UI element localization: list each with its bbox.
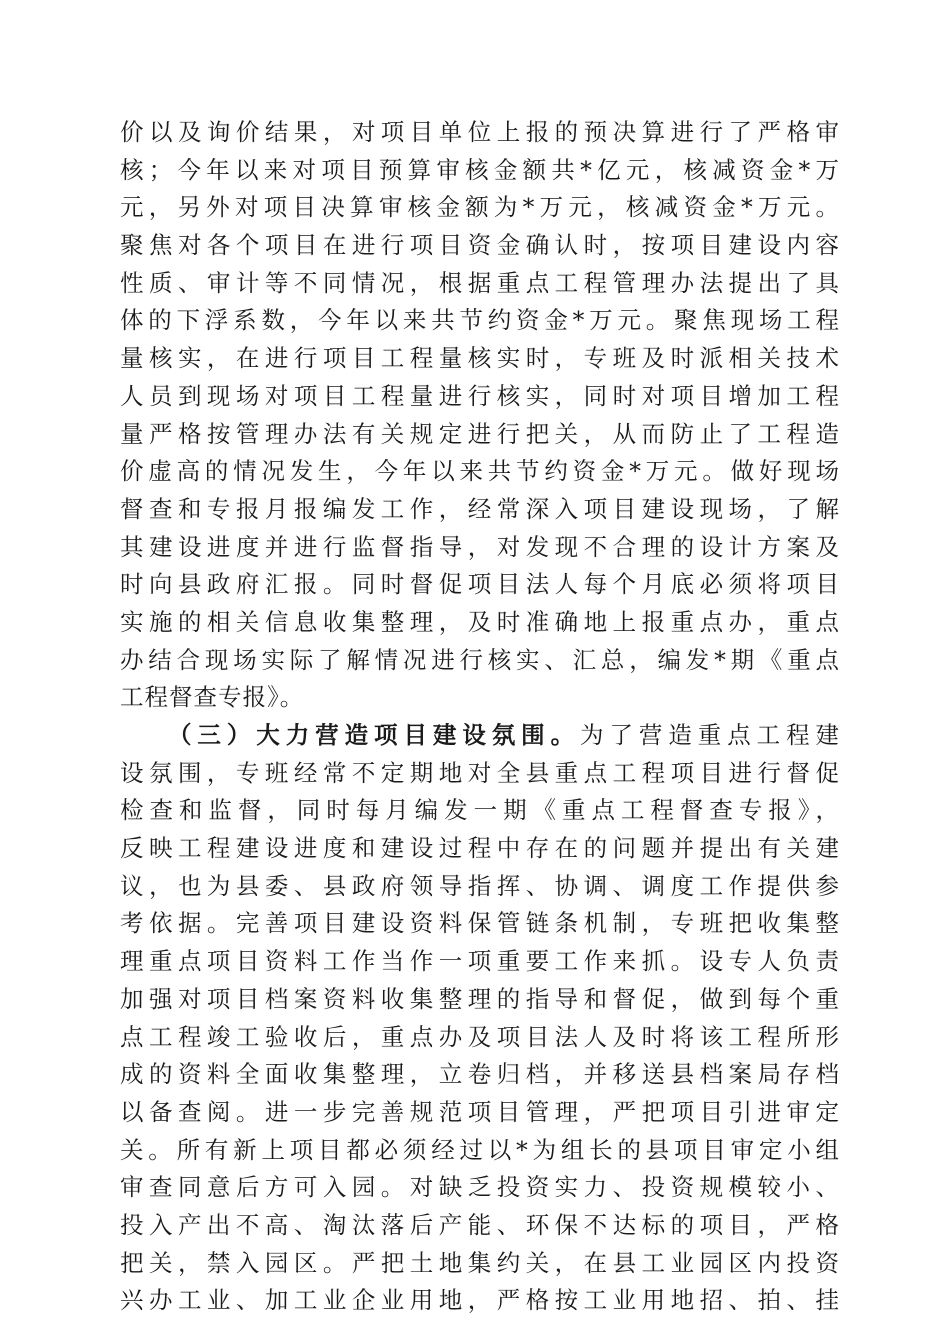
section-3-heading: （三）大力营造项目建设氛围。 bbox=[168, 721, 581, 749]
text-line: 督查和专报月报编发工作，经常深入项目建设现场，了解 bbox=[120, 494, 840, 523]
text-line: 体的下浮系数，今年以来共节约资金*万元。聚焦现场工程 bbox=[120, 306, 840, 335]
text-line: 办结合现场实际了解情况进行核实、汇总，编发*期《重点 bbox=[120, 645, 840, 674]
text-line: 理重点项目资料工作当作一项重要工作来抓。设专人负责 bbox=[120, 947, 840, 976]
text-line: 聚焦对各个项目在进行项目资金确认时，按项目建设内容 bbox=[120, 231, 840, 260]
text-line: 成的资料全面收集整理，立卷归档，并移送县档案局存档 bbox=[120, 1060, 840, 1089]
text-line: 核；今年以来对项目预算审核金额共*亿元，核减资金*万 bbox=[120, 155, 840, 184]
text-line: 设氛围，专班经常不定期地对全县重点工程项目进行督促 bbox=[120, 758, 840, 787]
section-3-first-line-text: 为了营造重点工程建 bbox=[580, 721, 841, 749]
text-line: 反映工程建设进度和建设过程中存在的问题并提出有关建 bbox=[120, 834, 840, 863]
text-line: 人员到现场对项目工程量进行核实，同时对项目增加工程 bbox=[120, 381, 840, 410]
text-line: 实施的相关信息收集整理，及时准确地上报重点办，重点 bbox=[120, 607, 840, 636]
text-line: 量严格按管理办法有关规定进行把关，从而防止了工程造 bbox=[120, 419, 840, 448]
text-line: 点工程竣工验收后，重点办及项目法人及时将该工程所形 bbox=[120, 1022, 840, 1051]
text-line: 议，也为县委、县政府领导指挥、协调、调度工作提供参 bbox=[120, 871, 840, 900]
text-line: 加强对项目档案资料收集整理的指导和督促，做到每个重 bbox=[120, 984, 840, 1013]
text-line: 关。所有新上项目都必须经过以*为组长的县项目审定小组 bbox=[120, 1135, 840, 1164]
text-line: 量核实，在进行项目工程量核实时，专班及时派相关技术 bbox=[120, 344, 840, 373]
text-line: 其建设进度并进行监督指导，对发现不合理的设计方案及 bbox=[120, 532, 840, 561]
text-line: 投入产出不高、淘汰落后产能、环保不达标的项目，严格 bbox=[120, 1210, 840, 1239]
text-line: 审查同意后方可入园。对缺乏投资实力、投资规模较小、 bbox=[120, 1173, 840, 1202]
text-line: 兴办工业、加工业企业用地，严格按工业用地招、拍、挂 bbox=[120, 1286, 840, 1315]
text-line: 性质、审计等不同情况，根据重点工程管理办法提出了具 bbox=[120, 268, 840, 297]
text-line: 价虚高的情况发生，今年以来共节约资金*万元。做好现场 bbox=[120, 457, 840, 486]
text-line: 工程督查专报》。 bbox=[120, 683, 305, 712]
text-line: 价以及询价结果，对项目单位上报的预决算进行了严格审 bbox=[120, 118, 840, 146]
text-line: 考依据。完善项目建设资料保管链条机制，专班把收集整 bbox=[120, 909, 840, 938]
text-line: 时向县政府汇报。同时督促项目法人每个月底必须将项目 bbox=[120, 570, 840, 599]
text-line: 以备查阅。进一步完善规范项目管理，严把项目引进审定 bbox=[120, 1097, 840, 1126]
section-3-first-line bbox=[120, 717, 840, 755]
text-line: 检查和监督，同时每月编发一期《重点工程督查专报》， bbox=[120, 796, 840, 825]
text-line: 把关，禁入园区。严把土地集约关，在县工业园区内投资 bbox=[120, 1248, 840, 1277]
body-text bbox=[120, 114, 840, 1320]
text-line: 元，另外对项目决算审核金额为*万元，核减资金*万元。 bbox=[120, 193, 840, 222]
